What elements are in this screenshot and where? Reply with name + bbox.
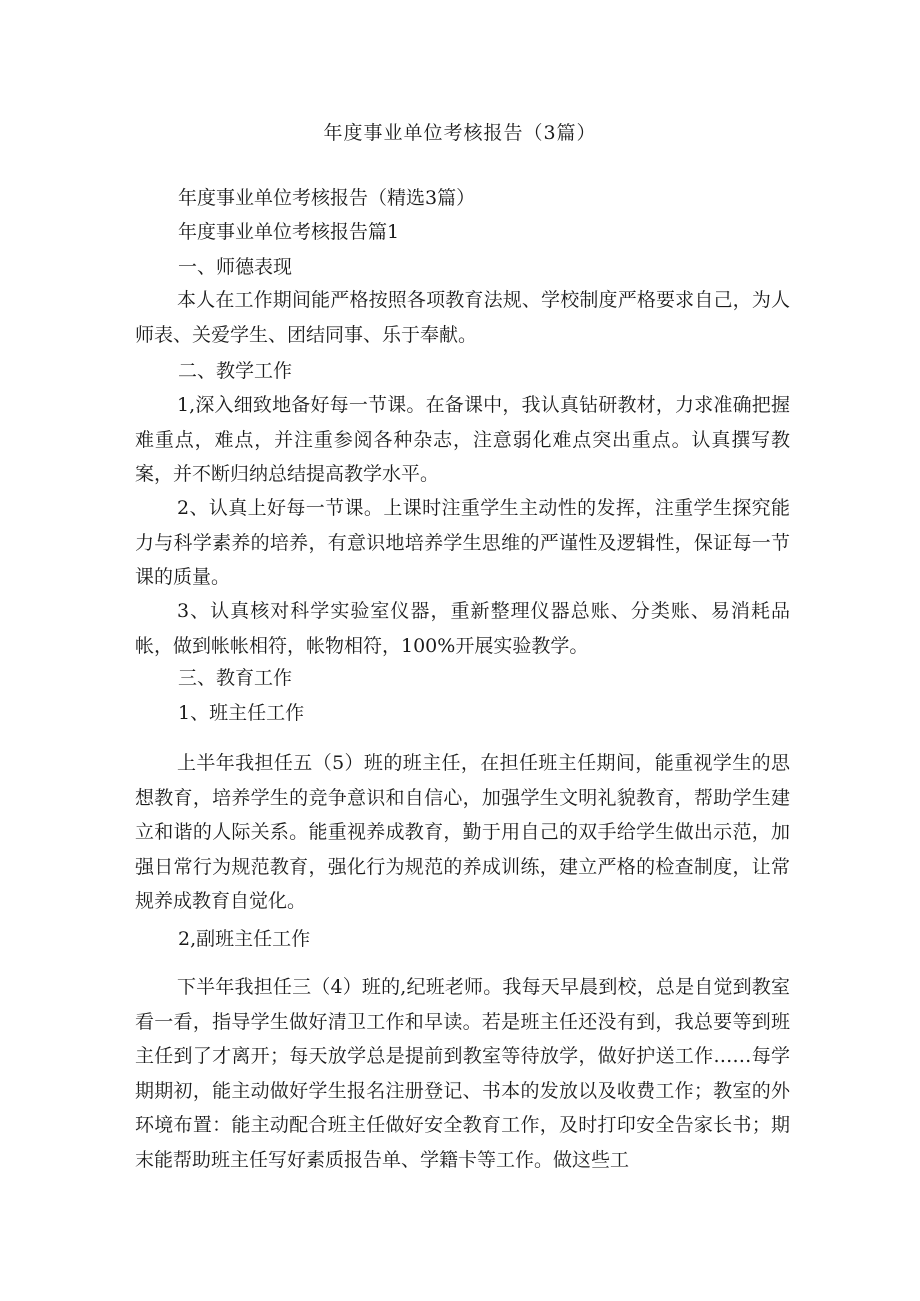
paragraph-class-teacher: 上半年我担任五（5）班的班主任，在担任班主任期间，能重视学生的思想教育，培养学生的竞争意识和自信心，加强学生文明礼貌教育，帮助学生建立和谐的人际关系。能重视养成教育，勤于用自己的双手给学生做出示范，加强日常行为规范教育，强化行为规范的养成训练，建立严格的检查制度，让常规养成教育自觉化。: [135, 752, 790, 912]
document-title: 年度事业单位考核报告（3篇）: [323, 122, 597, 144]
paragraph-ethics: 本人在工作期间能严格按照各项教育法规、学校制度严格要求自己，为人师表、关爱学生、团结同事、乐于奉献。: [135, 289, 790, 346]
subheading-deputy-class-teacher: 2,副班主任工作: [178, 928, 311, 950]
heading-teaching-work: 二、教学工作: [178, 360, 293, 382]
heading-teacher-ethics: 一、师德表现: [178, 256, 293, 278]
section-heading: 年度事业单位考核报告篇1: [178, 221, 400, 243]
paragraph-teaching-3: 3、认真核对科学实验室仪器，重新整理仪器总账、分类账、易消耗品帐，做到帐帐相符，帐物相符，100%开展实验教学。: [135, 600, 790, 657]
subheading-class-teacher: 1、班主任工作: [178, 702, 305, 724]
paragraph-teaching-1: 1,深入细致地备好每一节课。在备课中，我认真钻研教材，力求准确把握难重点，难点，并注重参阅各种杂志，注意弱化难点突出重点。认真撰写教案，并不断归纳总结提高教学水平。: [135, 394, 790, 485]
paragraph-teaching-2: 2、认真上好每一节课。上课时注重学生主动性的发挥，注重学生探究能力与科学素养的培养，有意识地培养学生思维的严谨性及逻辑性，保证每一节课的质量。: [135, 497, 790, 588]
document-subtitle: 年度事业单位考核报告（精选3篇）: [178, 187, 476, 209]
paragraph-deputy-class-teacher: 下半年我担任三（4）班的,纪班老师。我每天早晨到校，总是自觉到教室看一看，指导学生做好清卫工作和早读。若是班主任还没有到，我总要等到班主任到了才离开；每天放学总是提前到教室等待放学，做好护送工作……每学期期初，能主动做好学生报名注册登记、书本的发放以及收费工作；教室的外环境布置：能主动配合班主任做好安全教育工作，及时打印安全告家长书；期末能帮助班主任写好素质报告单、学籍卡等工作。做这些工: [135, 976, 790, 1171]
heading-education-work: 三、教育工作: [178, 667, 293, 689]
